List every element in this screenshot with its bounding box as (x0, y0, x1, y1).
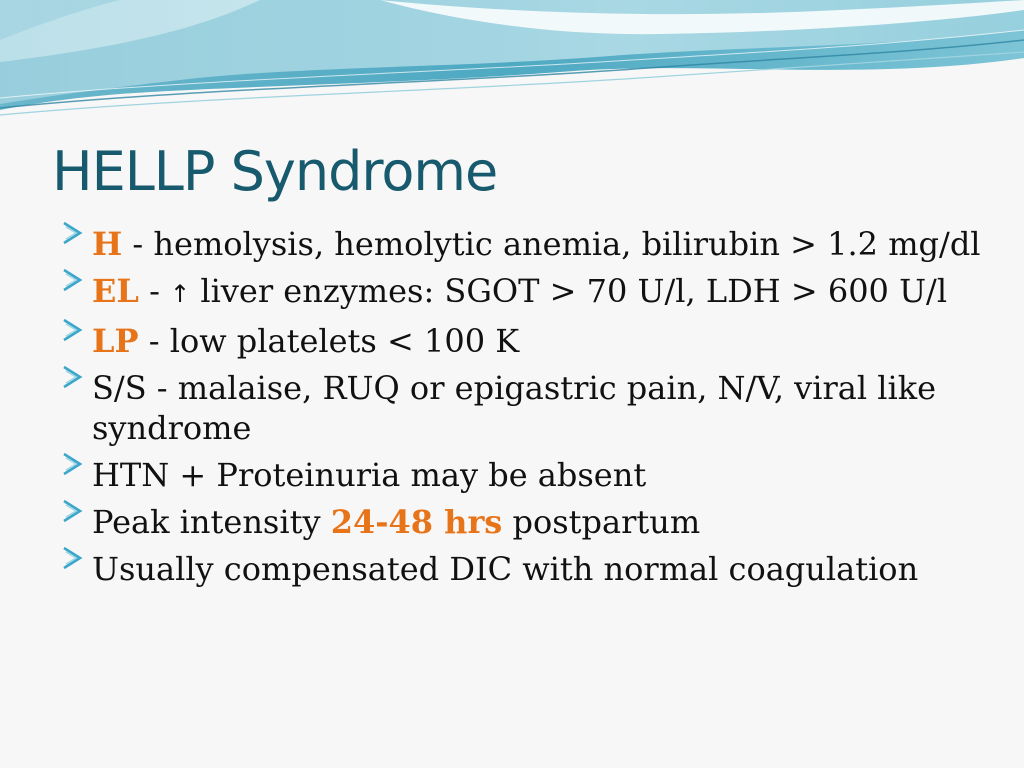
header-wave-decoration (0, 0, 1024, 130)
bullet-item-hemolysis (60, 224, 1000, 264)
chevron-right-arrow-icon (60, 545, 86, 571)
chevron-right-arrow-icon (60, 364, 86, 390)
bullet-item-peak-intensity (60, 502, 1000, 542)
highlight-lp: LP (92, 322, 139, 360)
up-arrow-icon: ↑ (170, 280, 191, 308)
bullet-list (60, 224, 1000, 596)
slide-title: HELLP Syndrome (52, 140, 498, 203)
bullet-text-hemolysis: - hemolysis, hemolytic anemia, bilirubin > 1.2 mg/dl (122, 225, 981, 263)
bullet-dash: - (138, 272, 171, 310)
chevron-right-arrow-icon (60, 451, 86, 477)
chevron-right-arrow-icon (60, 267, 86, 293)
bullet-text-peak-pre: Peak intensity (92, 503, 331, 541)
bullet-item-htn (60, 455, 1000, 495)
highlight-el: EL (92, 272, 139, 310)
bullet-item-liver-enzymes (60, 271, 1000, 314)
bullet-text-low-platelets: - low platelets < 100 K (138, 322, 520, 360)
bullet-item-dic (60, 549, 1000, 589)
chevron-right-arrow-icon (60, 220, 86, 246)
bullet-item-low-platelets (60, 321, 1000, 361)
bullet-text-symptoms: S/S - malaise, RUQ or epigastric pain, N/V, viral like syndrome (92, 369, 937, 447)
bullet-text-liver-enzymes: liver enzymes: SGOT > 70 U/l, LDH > 600 U/l (190, 272, 948, 310)
bullet-text-peak-post: postpartum (502, 503, 701, 541)
chevron-right-arrow-icon (60, 498, 86, 524)
highlight-h: H (92, 225, 123, 263)
highlight-hours: 24-48 hrs (330, 503, 503, 541)
chevron-right-arrow-icon (60, 317, 86, 343)
bullet-text-dic: Usually compensated DIC with normal coagulation (92, 550, 919, 588)
bullet-text-htn: HTN + Proteinuria may be absent (92, 456, 647, 494)
bullet-item-symptoms (60, 368, 1000, 448)
